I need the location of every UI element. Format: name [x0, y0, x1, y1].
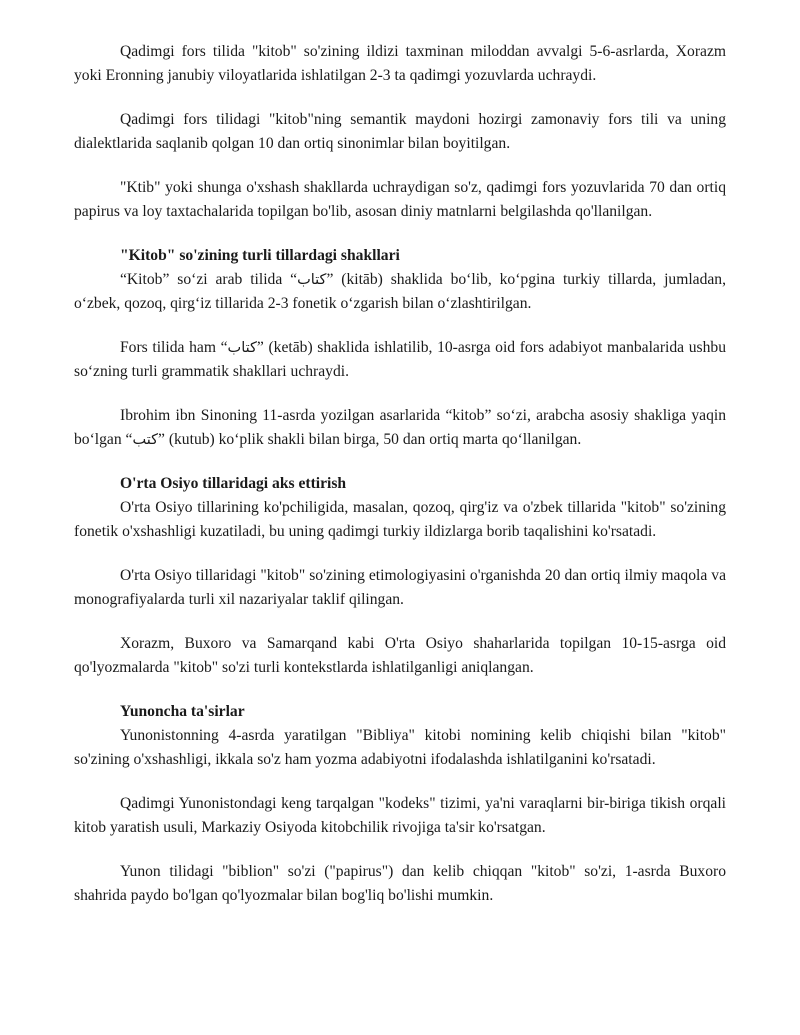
- section-heading-greek-influence: Yunoncha ta'sirlar: [120, 703, 245, 720]
- arabic-word: كتب: [132, 432, 158, 448]
- text-segment: “Kitob” so‘zi arab tilida “: [120, 271, 298, 288]
- paragraph-turkic-roots: O'rta Osiyo tillarining ko'pchiligida, masalan, qozoq, qirg'iz va o'zbek tillarida "kitob" so'zining fonetik o'xshashligi kuzatiladi, bu uning qadimgi turkiy ildizlarga borib taqalishini ko'rsatadi.: [74, 499, 726, 540]
- paragraph-etymology-research: O'rta Osiyo tillaridagi "kitob" so'zining etimologiyasini o'rganishda 20 dan ortiq ilmiy maqola va monografiyalarda turli xil nazariyalar taklif qilingan.: [74, 567, 726, 608]
- paragraph-persian-origin: Qadimgi fors tilida "kitob" so'zining ildizi taxminan miloddan avvalgi 5-6-asrlarda, Xorazm yoki Eronning janubiy viloyatlarida ishlatilgan 2-3 ta qadimgi yozuvlarda uchraydi.: [74, 43, 726, 84]
- arabic-word: كتاب: [297, 272, 327, 288]
- paragraph-semantic-field: Qadimgi fors tilidagi "kitob"ning semantik maydoni hozirgi zamonaviy fors tili va uning dialektlarida saqlanib qolgan 10 dan ortiq sinonimlar bilan boyitilgan.: [74, 111, 726, 152]
- paragraph-ibn-sino: [74, 404, 726, 452]
- arabic-word: كتاب: [227, 340, 257, 356]
- text-segment: Fors tilida ham “: [120, 339, 228, 356]
- paragraph-bible-name: Yunonistonning 4-asrda yaratilgan "Bibliya" kitobi nomining kelib chiqishi bilan "kitob" so'zining o'xshashligi, ikkala so'z ham yozma adabiyotni ifodalashda ishlatilganini ko'rsatadi.: [74, 727, 726, 768]
- paragraph-manuscripts: Xorazm, Buxoro va Samarqand kabi O'rta Osiyo shaharlarida topilgan 10-15-asrga oid qo'lyozmalarda "kitob" so'zi turli kontekstlarda ishlatilganligi aniqlangan.: [74, 635, 726, 676]
- text-segment: ” (ketāb) shaklida ishlatilib, 10-asrga oid fors adabiyot manbalarida ushbu so‘zning turli grammatik shakllari uchraydi.: [74, 339, 726, 380]
- document-page: [74, 40, 726, 908]
- paragraph-biblion: Yunon tilidagi "biblion" so'zi ("papirus") dan kelib chiqqan "kitob" so'zi, 1-asrda Buxoro shahrida paydo bo'lgan qo'lyozmalar bilan bog'liq bo'lishi mumkin.: [74, 863, 726, 904]
- section-heading-word-forms: "Kitob" so'zining turli tillardagi shakllari: [120, 247, 400, 264]
- text-segment: ” (kitāb) shaklida bo‘lib, ko‘pgina turkiy tillarda, jumladan, o‘zbek, qozoq, qirg‘iz tillarida 2-3 fonetik o‘zgarish bilan o‘zlashtirilgan.: [74, 271, 726, 312]
- section-heading-central-asia: O'rta Osiyo tillaridagi aks ettirish: [120, 475, 347, 492]
- paragraph-arabic-form: [74, 268, 726, 316]
- paragraph-ktib-form: "Ktib" yoki shunga o'xshash shakllarda uchraydigan so'z, qadimgi fors yozuvlarida 70 dan ortiq papirus va loy taxtachalarida topilgan bo'lib, asosan diniy matnlarni belgilashda qo'llanilgan.: [74, 179, 726, 220]
- text-segment: ” (kutub) ko‘plik shakli bilan birga, 50 dan ortiq marta qo‘llanilgan.: [158, 431, 582, 448]
- paragraph-persian-form: [74, 336, 726, 384]
- paragraph-codex-system: Qadimgi Yunonistondagi keng tarqalgan "kodeks" tizimi, ya'ni varaqlarni bir-biriga tikish orqali kitob yaratish usuli, Markaziy Osiyoda kitobchilik rivojiga ta'sir ko'rsatgan.: [74, 795, 726, 836]
- text-segment: Ibrohim ibn Sinoning 11-asrda yozilgan asarlarida “kitob” so‘zi, arabcha asosiy shakliga yaqin bo‘lgan “: [74, 407, 726, 448]
